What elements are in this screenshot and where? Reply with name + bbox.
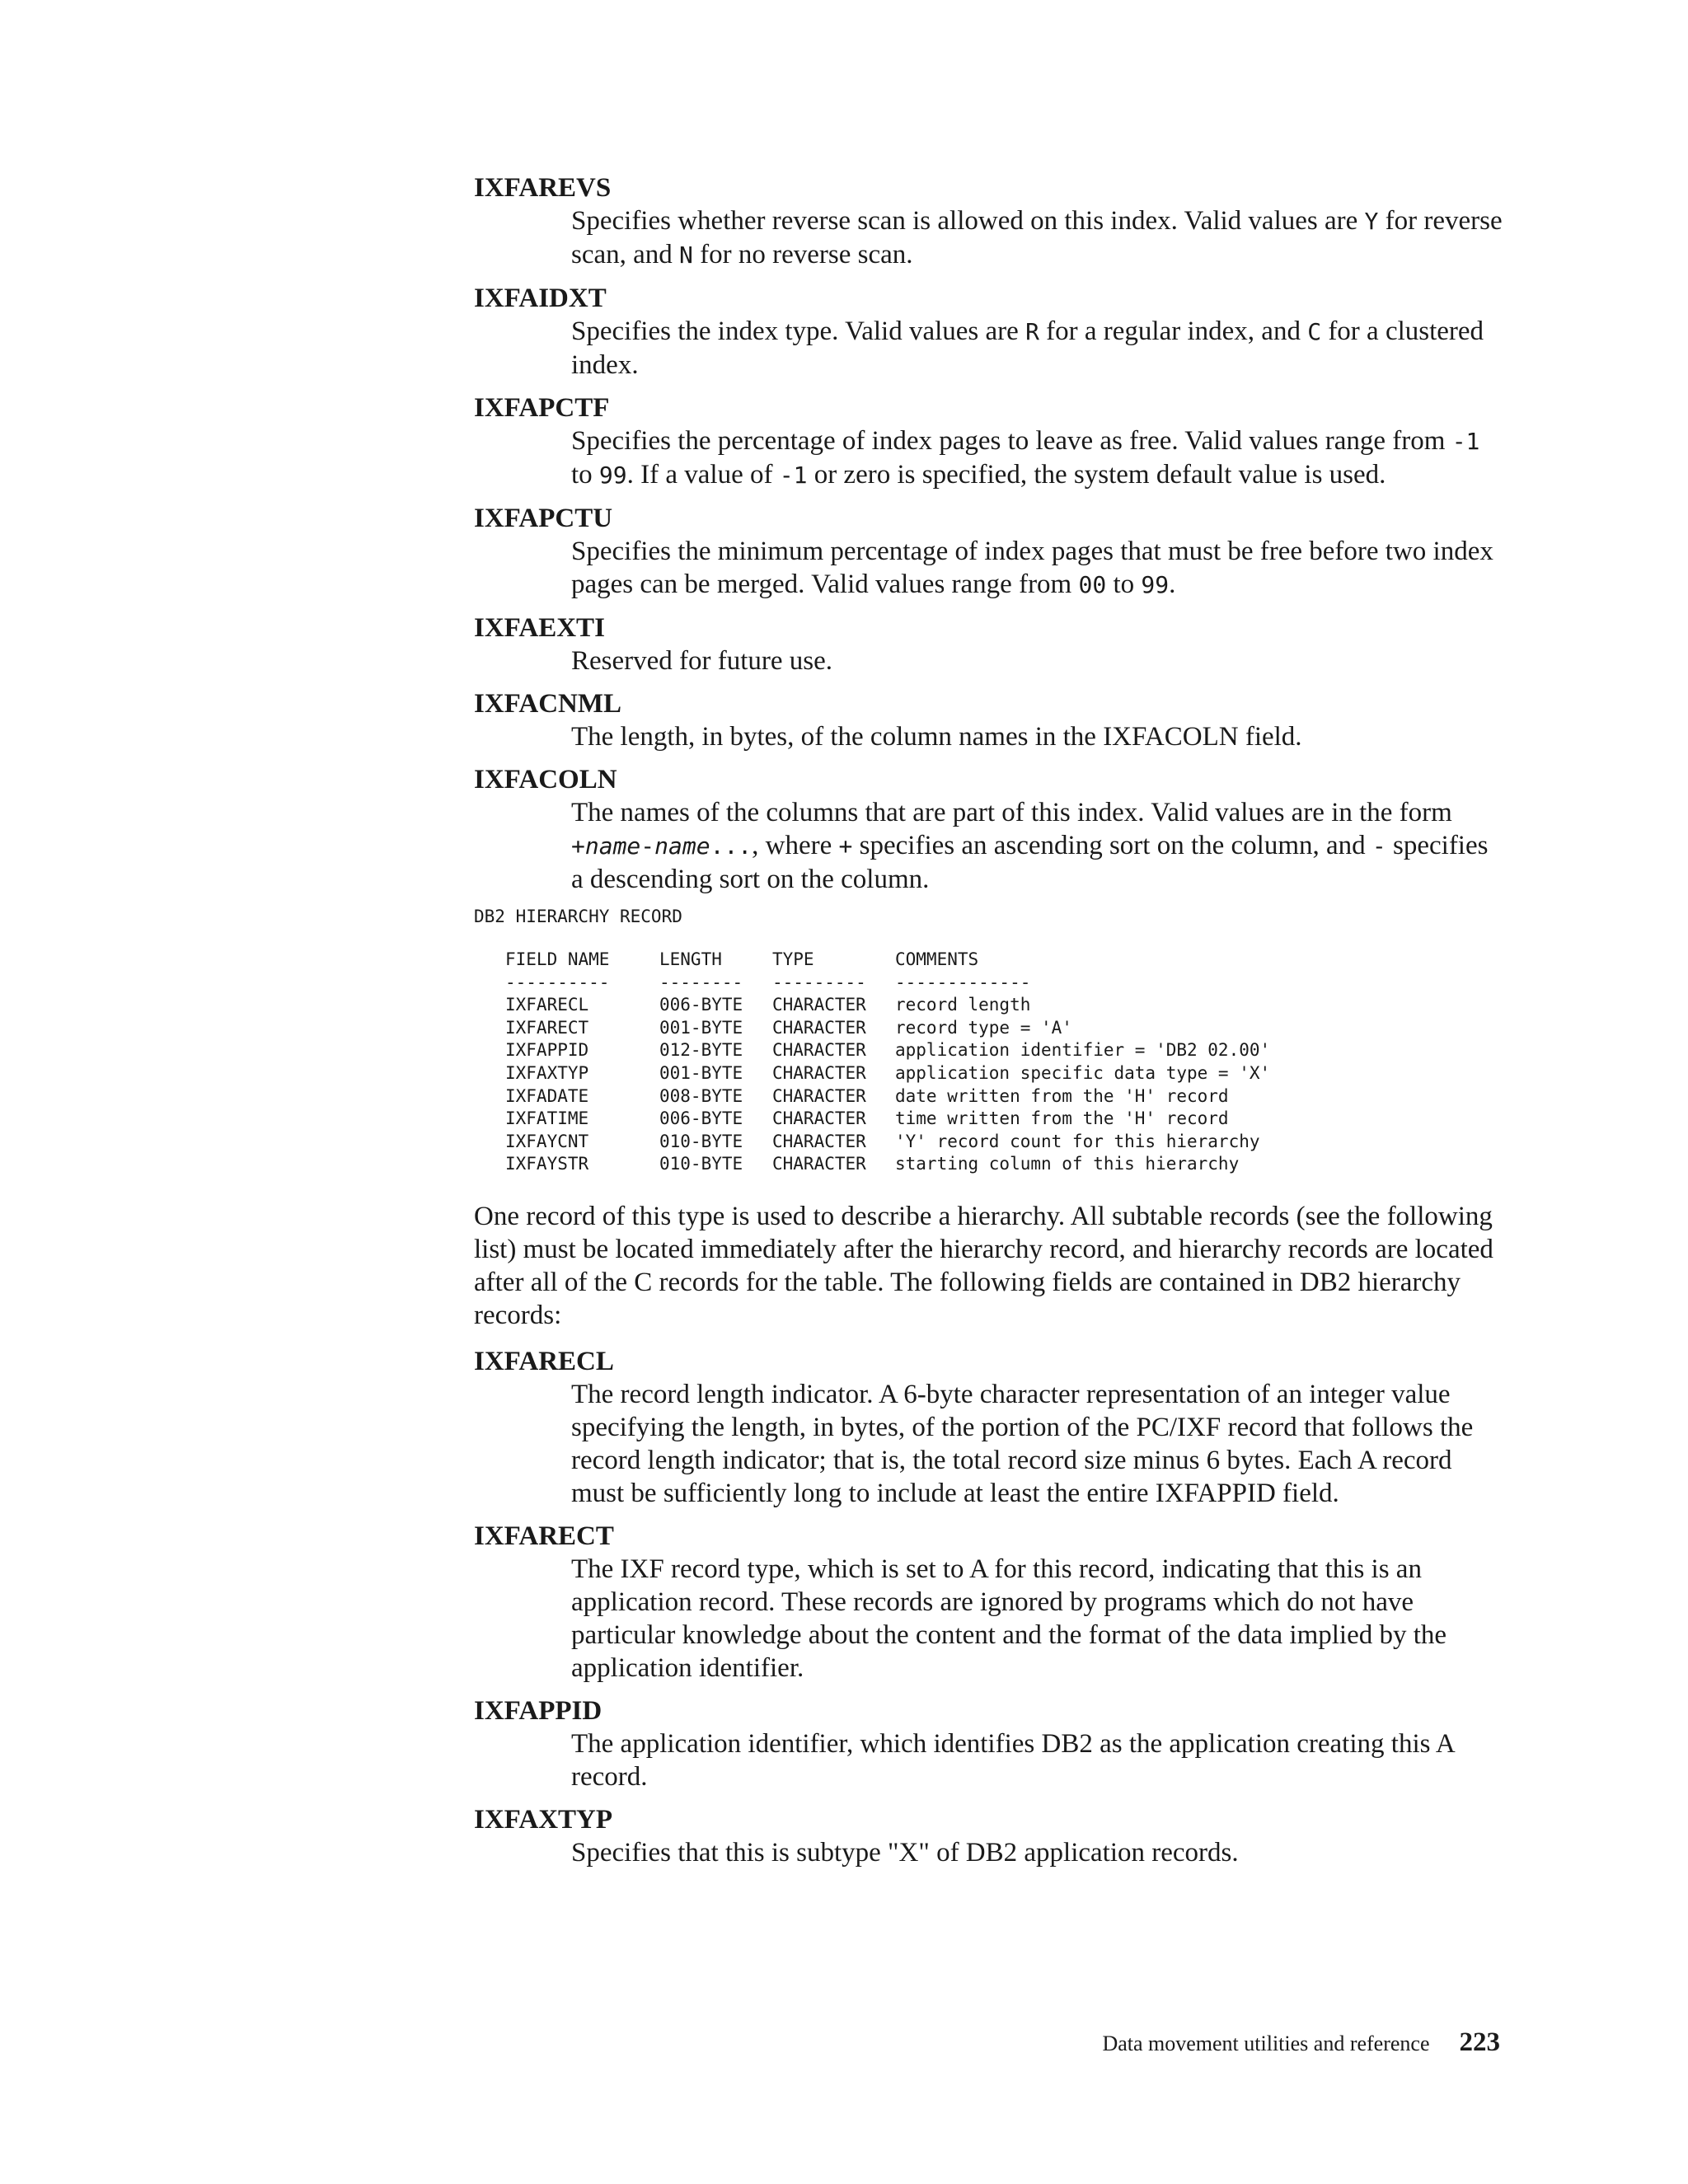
field-term: IXFAPPID bbox=[474, 1695, 603, 1726]
header-field-name: FIELD NAME bbox=[505, 949, 610, 969]
table-row bbox=[505, 1132, 1270, 1155]
code-value: - bbox=[1372, 832, 1386, 860]
page-footer bbox=[1102, 2026, 1500, 2060]
cell-type: CHARACTER bbox=[772, 1017, 866, 1038]
table-row bbox=[505, 1108, 1270, 1132]
definition-text: for no reverse scan. bbox=[692, 240, 913, 269]
definition-entry bbox=[474, 1803, 1504, 1869]
definition-entry bbox=[474, 612, 1504, 677]
dash-length: -------- bbox=[659, 972, 743, 992]
definition-text: The record length indicator. A 6-byte character representation of an integer value specifying the length, in bytes, of the portion of the PC/IXF record that follows the record length indicator; that is, the total record size minus 6 bytes. Each A record must be sufficiently long to include at least the entire IXFAPPID field. bbox=[571, 1379, 1474, 1508]
cell-field-name: IXFAXTYP bbox=[505, 1062, 589, 1083]
definition-text: specifies a descending sort on the column. bbox=[571, 831, 1489, 894]
cell-length: 010-BYTE bbox=[659, 1154, 743, 1174]
cell-comment: time written from the 'H' record bbox=[895, 1108, 1229, 1129]
cell-type: CHARACTER bbox=[772, 1085, 866, 1106]
cell-field-name: IXFAPPID bbox=[505, 1040, 589, 1061]
field-term: IXFAPCTF bbox=[474, 393, 610, 423]
table-row bbox=[505, 1018, 1270, 1041]
dash-comments: ------------- bbox=[895, 972, 1031, 992]
dash-field-name: ---------- bbox=[505, 972, 610, 992]
definition-text: The length, in bytes, of the column names in the IXFACOLN field. bbox=[571, 722, 1302, 752]
definition-text: . bbox=[1169, 569, 1176, 599]
cell-type: CHARACTER bbox=[772, 1131, 866, 1151]
field-term: IXFACOLN bbox=[474, 765, 617, 794]
cell-comment: application identifier = 'DB2 02.00' bbox=[895, 1040, 1271, 1061]
header-length: LENGTH bbox=[659, 949, 722, 969]
cell-length: 006-BYTE bbox=[659, 1108, 743, 1129]
cell-comment: record type = 'A' bbox=[895, 1017, 1072, 1038]
cell-type: CHARACTER bbox=[772, 995, 866, 1015]
definition-entry bbox=[474, 763, 1504, 896]
code-value: ... bbox=[710, 832, 753, 860]
cell-length: 001-BYTE bbox=[659, 1062, 743, 1083]
field-term: IXFACNML bbox=[474, 689, 622, 719]
cell-length: 012-BYTE bbox=[659, 1040, 743, 1061]
definition-entry bbox=[474, 502, 1504, 602]
field-definition bbox=[474, 1727, 1504, 1793]
cell-field-name: IXFADATE bbox=[505, 1085, 589, 1106]
field-definition bbox=[474, 204, 1504, 272]
code-value: 99 bbox=[1141, 571, 1170, 598]
field-definition bbox=[474, 644, 1504, 677]
definition-entry bbox=[474, 1520, 1504, 1685]
field-definition bbox=[474, 720, 1504, 753]
definition-entry bbox=[474, 1345, 1504, 1510]
definition-text: specifies an ascending sort on the column, and bbox=[852, 831, 1372, 860]
definition-text: The IXF record type, which is set to A for this record, indicating that this is an application record. These records are ignored by programs which do not have particular knowledge about the content and the format of the data implied by the application identifier. bbox=[571, 1554, 1447, 1683]
record-layout-table bbox=[505, 949, 1270, 1177]
table-row bbox=[505, 1040, 1270, 1063]
record-rows bbox=[505, 995, 1270, 1177]
cell-length: 001-BYTE bbox=[659, 1017, 743, 1038]
definition-entry bbox=[474, 282, 1504, 382]
definition-text: . If a value of bbox=[626, 460, 780, 490]
field-definition bbox=[474, 1378, 1504, 1510]
cell-length: 008-BYTE bbox=[659, 1085, 743, 1106]
definition-text: Specifies that this is subtype "X" of DB2 application records. bbox=[571, 1837, 1239, 1868]
definition-text: Reserved for future use. bbox=[571, 646, 833, 676]
page-content bbox=[474, 171, 1504, 1879]
definition-list-bottom bbox=[474, 1345, 1504, 1869]
code-value: -1 bbox=[779, 462, 808, 489]
code-value: + bbox=[838, 832, 853, 860]
definition-entry bbox=[474, 687, 1504, 753]
table-dash-row bbox=[505, 972, 1270, 996]
cell-type: CHARACTER bbox=[772, 1108, 866, 1129]
field-definition bbox=[474, 315, 1504, 382]
table-row bbox=[505, 1154, 1270, 1177]
page-number: 223 bbox=[1459, 2027, 1500, 2057]
field-term: IXFARECT bbox=[474, 1521, 614, 1551]
cell-comment: application specific data type = 'X' bbox=[895, 1062, 1271, 1083]
field-term: IXFAREVS bbox=[474, 173, 612, 203]
cell-comment: date written from the 'H' record bbox=[895, 1085, 1229, 1106]
definition-entry bbox=[474, 171, 1504, 272]
cell-comment: 'Y' record count for this hierarchy bbox=[895, 1131, 1260, 1151]
footer-title: Data movement utilities and reference bbox=[1102, 2032, 1430, 2055]
definition-text: for a regular index, and bbox=[1039, 316, 1308, 346]
definition-text: Specifies the minimum percentage of index pages that must be free before two index pages can be merged. Valid values range from bbox=[571, 537, 1493, 599]
definition-text: The application identifier, which identifies DB2 as the application creating this A record. bbox=[571, 1728, 1454, 1792]
record-title: DB2 HIERARCHY RECORD bbox=[474, 907, 682, 926]
field-term: IXFAPCTU bbox=[474, 504, 613, 533]
field-term: IXFAIDXT bbox=[474, 284, 607, 313]
header-comments: COMMENTS bbox=[895, 949, 979, 969]
field-term: IXFARECL bbox=[474, 1346, 614, 1376]
definition-text: , where bbox=[752, 831, 839, 860]
definition-entry bbox=[474, 1694, 1504, 1793]
description-paragraph: One record of this type is used to describe a hierarchy. All subtable records (see the following list) must be located immediately after the hierarchy record, and hierarchy records are located after all of the C records for the table. The following fields are contained in DB2 hierarchy records: bbox=[474, 1201, 1493, 1330]
code-placeholder: name bbox=[654, 832, 710, 860]
code-value: R bbox=[1025, 318, 1039, 345]
table-row bbox=[505, 1063, 1270, 1086]
field-definition bbox=[474, 796, 1504, 896]
code-value: Y bbox=[1364, 208, 1379, 235]
table-header-row bbox=[505, 949, 1270, 972]
definition-text: The names of the columns that are part of this index. Valid values are in the form bbox=[571, 798, 1452, 827]
cell-type: CHARACTER bbox=[772, 1040, 866, 1061]
cell-type: CHARACTER bbox=[772, 1154, 866, 1174]
table-row bbox=[505, 1086, 1270, 1109]
code-value: 00 bbox=[1078, 571, 1107, 598]
definition-text: or zero is specified, the system default value is used. bbox=[807, 460, 1386, 490]
field-definition bbox=[474, 1553, 1504, 1685]
code-value: -1 bbox=[1451, 428, 1480, 455]
field-definition bbox=[474, 535, 1504, 602]
cell-comment: starting column of this hierarchy bbox=[895, 1154, 1240, 1174]
field-term: IXFAXTYP bbox=[474, 1804, 613, 1835]
code-value: + bbox=[571, 832, 585, 860]
definition-text: for a clustered index. bbox=[571, 316, 1484, 380]
field-term: IXFAEXTI bbox=[474, 613, 605, 643]
definition-text: Specifies the index type. Valid values are bbox=[571, 316, 1026, 346]
cell-field-name: IXFARECT bbox=[505, 1017, 589, 1038]
definition-text: for reverse scan, and bbox=[571, 206, 1503, 269]
dash-type: --------- bbox=[772, 972, 866, 992]
code-value: - bbox=[640, 832, 655, 860]
cell-field-name: IXFARECL bbox=[505, 995, 589, 1015]
cell-type: CHARACTER bbox=[772, 1062, 866, 1083]
code-value: 99 bbox=[598, 462, 627, 489]
cell-comment: record length bbox=[895, 995, 1031, 1015]
field-definition bbox=[474, 424, 1504, 492]
definition-text: to bbox=[1106, 569, 1142, 599]
cell-field-name: IXFAYCNT bbox=[505, 1131, 589, 1151]
cell-field-name: IXFAYSTR bbox=[505, 1154, 589, 1174]
cell-length: 010-BYTE bbox=[659, 1131, 743, 1151]
header-type: TYPE bbox=[772, 949, 814, 969]
definition-text: Specifies the percentage of index pages to leave as free. Valid values range from bbox=[571, 426, 1452, 456]
definition-list-top bbox=[474, 171, 1504, 896]
cell-length: 006-BYTE bbox=[659, 995, 743, 1015]
definition-entry bbox=[474, 391, 1504, 492]
field-definition bbox=[474, 1836, 1504, 1869]
table-row bbox=[505, 995, 1270, 1018]
definition-text: to bbox=[571, 460, 599, 490]
code-value: C bbox=[1307, 318, 1322, 345]
cell-field-name: IXFATIME bbox=[505, 1108, 589, 1129]
definition-text: Specifies whether reverse scan is allowed on this index. Valid values are bbox=[571, 206, 1365, 236]
code-placeholder: name bbox=[584, 832, 641, 860]
code-value: N bbox=[679, 241, 693, 269]
